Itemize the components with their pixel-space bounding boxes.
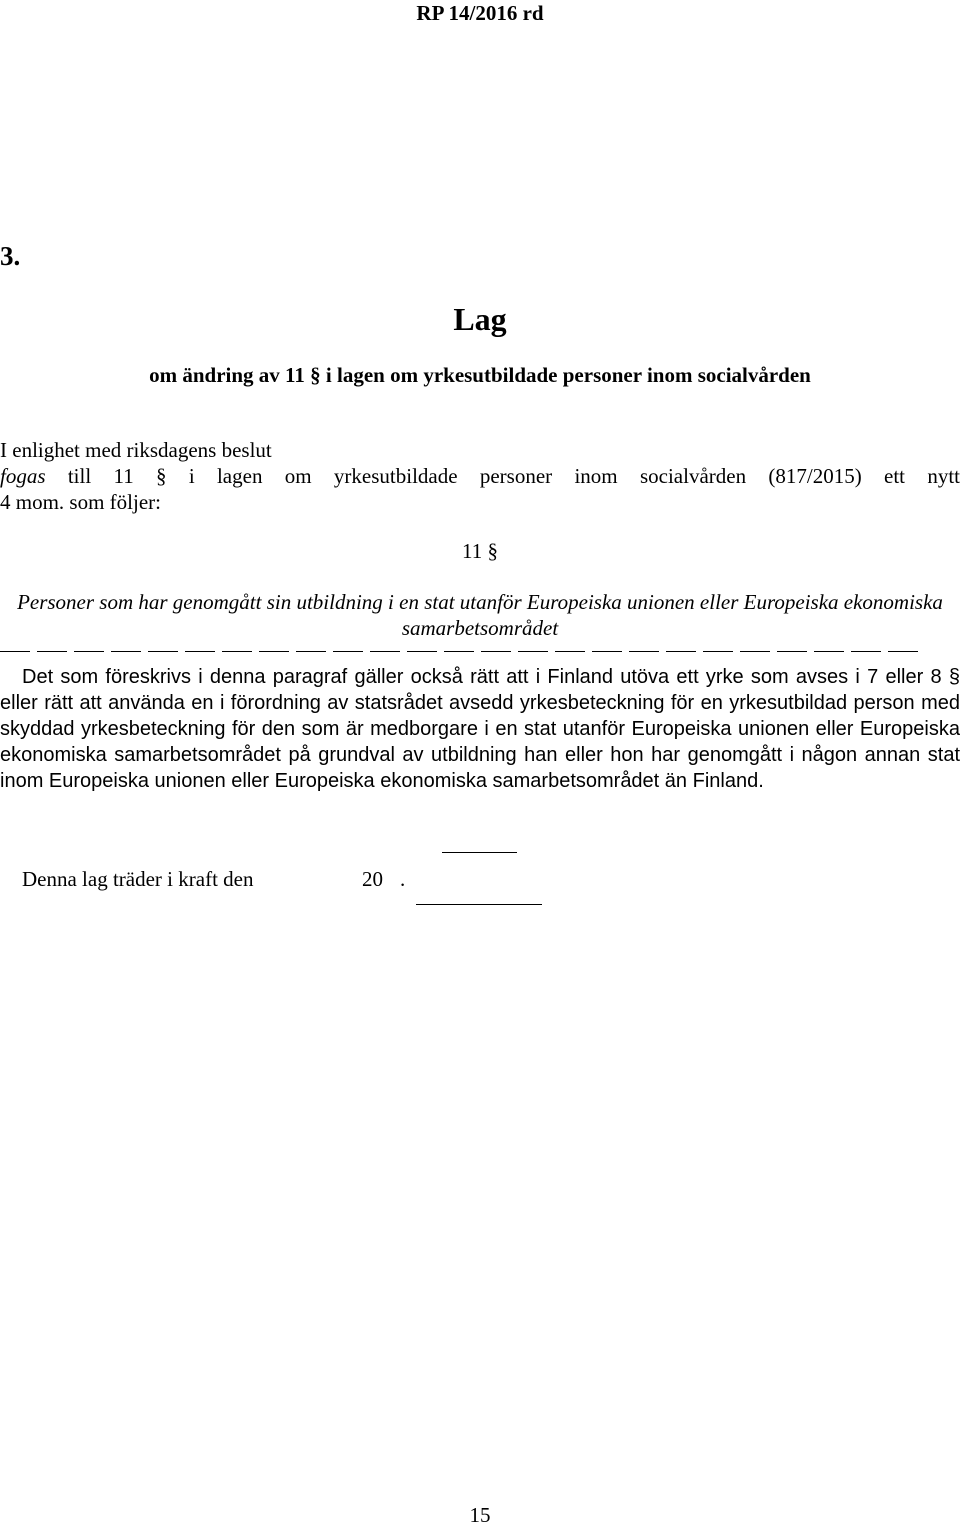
divider-rule-short [442,852,517,853]
intro-fogas: fogas [0,464,46,488]
enactment-clause [22,866,406,892]
page-number: 15 [469,1503,491,1527]
enactment-text: Denna lag träder i kraft den [22,867,254,891]
intro-line-3: 4 mom. som följer: [0,490,161,514]
divider-rule-long [416,904,542,905]
section-paragraph: Det som föreskrivs i denna paragraf gäller också rätt att i Finland utöva ett yrke som avses i 7 eller 8 § eller rätt att använda en i förordning av statsrådet avsedd yrkesbeteckning för en yrkesutbildad person med skyddad yrkesbeteckning för den som är medborgare i en stat utanför Europeiska unionen eller Europeiska ekonomiska samarbetsområdet på grundval av utbildning han eller hon har genomgått i någon annan stat inom Europeiska unionen eller Europeiska ekonomiska samarbetsområdet än Finland. [0,666,960,792]
section-heading: Personer som har genomgått sin utbildning i en stat utanför Europeiska unionen eller Europeiska ekonomiska samarbetsområdet [17,590,943,640]
intro-line-1: I enlighet med riksdagens beslut [0,438,272,462]
document-reference: RP 14/2016 rd [416,1,544,25]
law-subtitle: om ändring av 11 § i lagen om yrkesutbildade personer inom socialvården [149,363,811,387]
law-number: 3. [0,241,21,271]
section-number: 11 § [462,539,498,563]
intro-line-2 [0,463,960,489]
enactment-end: . [400,867,406,891]
omitted-text-dashes [0,636,960,662]
law-title: Lag [453,301,507,337]
intro-line-2-rest: till 11 § i lagen om yrkesutbildade personer inom socialvården (817/2015) ett nytt [45,464,960,488]
enactment-year: 20 [362,867,383,891]
